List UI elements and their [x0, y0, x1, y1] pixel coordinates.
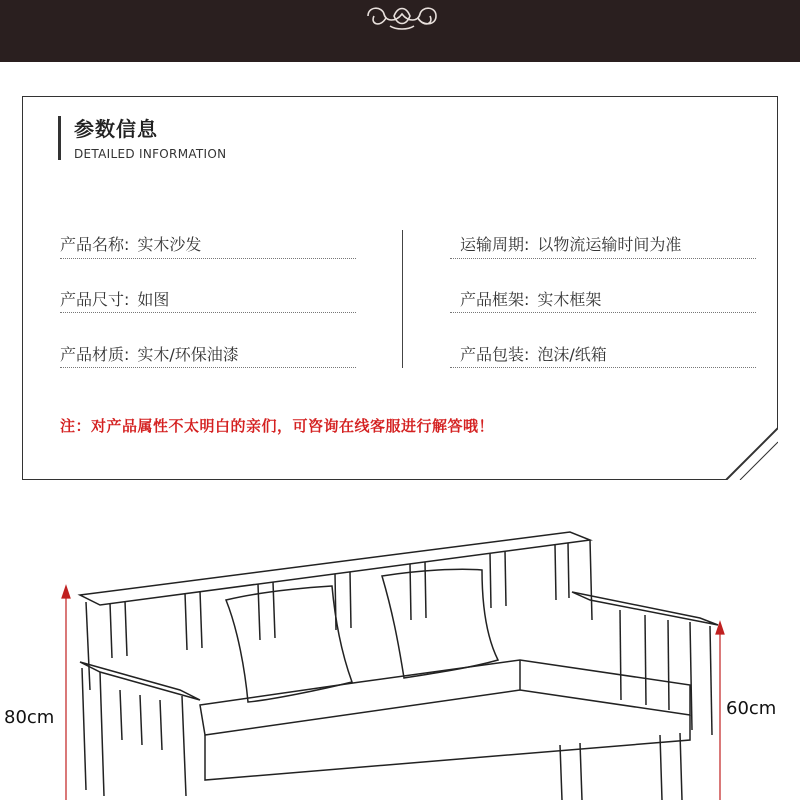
spec-divider: [450, 312, 756, 313]
spec-row-size: [60, 287, 169, 310]
header-band: [0, 0, 800, 62]
customer-service-note: 注：对产品属性不太明白的亲们，可咨询在线客服进行解答哦！: [60, 417, 495, 435]
spec-row-shipping: [460, 232, 681, 255]
height-back-label: 80cm: [4, 707, 55, 728]
spec-label: 运输周期:: [460, 235, 530, 254]
spec-divider: [60, 367, 356, 368]
spec-value: 泡沫/纸箱: [537, 345, 607, 364]
spec-label: 产品包装:: [460, 345, 530, 364]
spec-row-frame: [460, 287, 601, 310]
spec-label: 产品名称:: [60, 235, 130, 254]
column-divider: [402, 230, 403, 368]
spec-row-material: [60, 342, 239, 365]
spec-divider: [450, 367, 756, 368]
spec-label: 产品尺寸:: [60, 290, 130, 309]
card-subtitle: DETAILED INFORMATION: [74, 147, 227, 161]
flourish-ornament-icon: [362, 0, 442, 40]
spec-value: 实木沙发: [137, 235, 202, 254]
title-accent-bar: [58, 116, 61, 160]
spec-divider: [450, 258, 756, 259]
spec-value: 以物流运输时间为准: [537, 235, 682, 254]
spec-row-name: [60, 232, 201, 255]
spec-label: 产品材质:: [60, 345, 130, 364]
spec-value: 实木/环保油漆: [137, 345, 239, 364]
sofa-illustration: [0, 500, 800, 800]
spec-divider: [60, 258, 356, 259]
card-title: 参数信息: [74, 117, 158, 141]
height-arm-label: 60cm: [726, 698, 777, 719]
spec-row-packaging: [460, 342, 607, 365]
spec-value: 如图: [137, 290, 170, 309]
spec-label: 产品框架:: [460, 290, 530, 309]
spec-value: 实木框架: [537, 290, 602, 309]
spec-divider: [60, 312, 356, 313]
